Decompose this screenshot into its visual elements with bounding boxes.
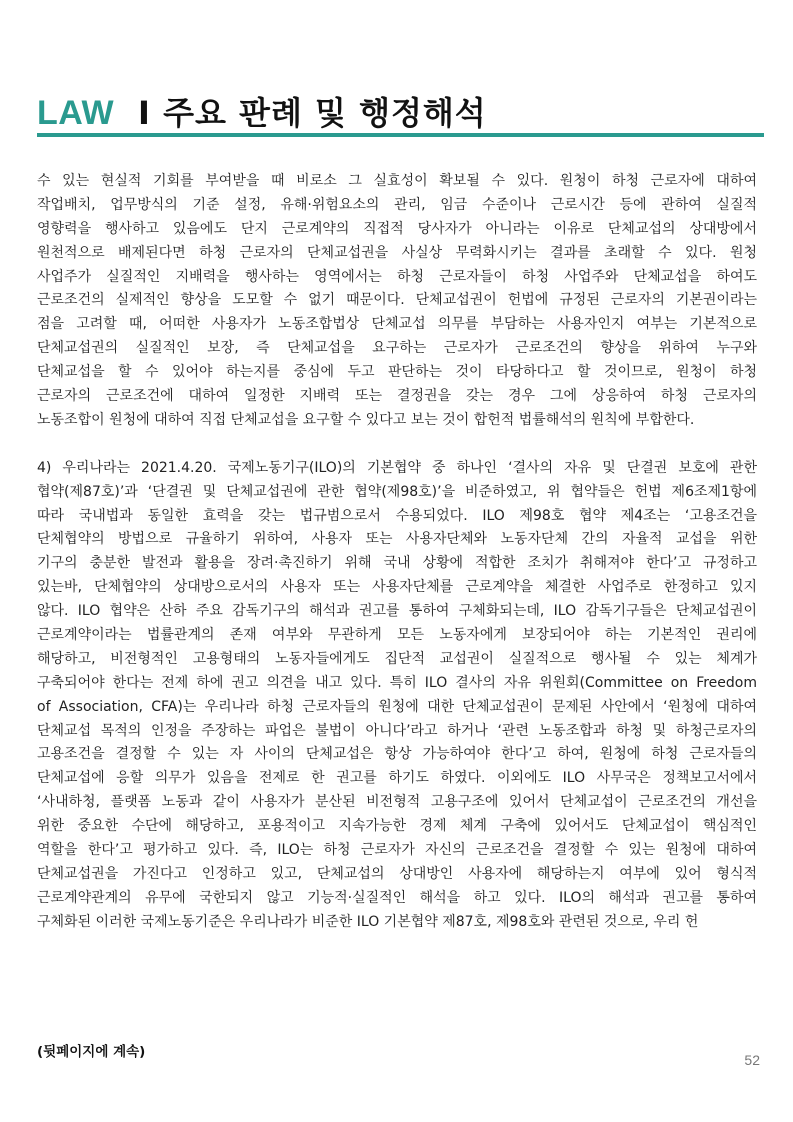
text-line: 단체교섭 목적의 인정을 주장하는 파업은 불법이 아니다’라고 하거나 ‘관련 노동조합과 하청 및 하청근로자의 bbox=[37, 722, 757, 739]
text-line: 기구의 충분한 발전과 활용을 장려·촉진하기 위해 국내 상황에 적합한 조치가 취해져야 한다’고 규정하고 bbox=[37, 555, 757, 572]
page-header bbox=[37, 88, 763, 134]
page-title: Ⅰ 주요 판례 및 행정해석 bbox=[138, 94, 487, 132]
paragraph bbox=[37, 170, 757, 433]
text-line: ‘사내하청, 플랫폼 노동과 같이 사용자가 분산된 비전형적 고용구조에 있어서 단체교섭이 근로조건의 개선을 bbox=[37, 794, 757, 811]
text-line: 단체교섭에 응할 의무가 있음을 전제로 한 권고를 하기도 하였다. 이외에도 ILO 사무국은 정책보고서에서 bbox=[37, 770, 757, 787]
text-line: 단체교섭권의 실질적인 보장, 즉 단체교섭을 요구하는 근로자가 근로조건의 향상을 위하여 누구와 bbox=[37, 340, 757, 357]
text-line: 원천적으로 배제된다면 하청 근로자의 단체교섭권을 사실상 무력화시키는 결과를 초래할 수 있다. 원청 bbox=[37, 244, 757, 261]
document-body bbox=[37, 170, 757, 935]
text-line: 역할을 한다’고 평가하고 있다. 즉, ILO는 하청 근로자가 자신의 근로조건을 결정할 수 있는 원청에 대하여 bbox=[37, 842, 757, 859]
text-line: 근로계약관계의 유무에 국한되지 않고 기능적·실질적인 해석을 하고 있다. ILO의 해석과 권고를 통하여 bbox=[37, 889, 757, 906]
text-line: 노동조합이 원청에 대하여 직접 단체교섭을 요구할 수 있다고 보는 것이 합헌적 법률해석의 원칙에 부합한다. bbox=[37, 411, 695, 428]
text-line: 따라 국내법과 동일한 효력을 갖는 법규범으로서 수용되었다. ILO 제98호 협약 제4조는 ‘고용조건을 bbox=[37, 507, 757, 524]
header-divider bbox=[37, 133, 764, 137]
paragraph-gap bbox=[37, 433, 757, 457]
text-line: 단체교섭을 할 수 있어야 하는지를 중심에 두고 판단하는 것이 타당하다고 할 것이므로, 원청이 하청 bbox=[37, 364, 757, 381]
text-line: 단체교섭권을 가진다고 인정하고 있고, 단체교섭의 상대방인 사용자에 해당하는지 여부에 있어 형식적 bbox=[37, 865, 757, 882]
text-line: 협약(제87호)’과 ‘단결권 및 단체교섭권에 관한 협약(제98호)’을 비준하였고, 위 협약들은 헌법 제6조제1항에 bbox=[37, 483, 757, 500]
text-line: 구축되어야 한다는 전제 하에 권고 의견을 내고 있다. 특히 ILO 결사의 자유 위원회(Committee on Freedom bbox=[37, 674, 757, 691]
page-number: 52 bbox=[744, 1052, 760, 1068]
text-line: 작업배치, 업무방식의 기준 설정, 유해·위험요소의 관리, 임금 수준이나 근로시간 등에 관하여 실질적 bbox=[37, 196, 757, 213]
paragraph bbox=[37, 457, 757, 935]
text-line: 수 있는 현실적 기회를 부여받을 때 비로소 그 실효성이 확보될 수 있다. 원청이 하청 근로자에 대하여 bbox=[37, 173, 757, 189]
text-line: 근로계약이라는 법률관계의 존재 여부와 무관하게 모든 노동자에게 보장되어야 하는 기본적인 권리에 bbox=[37, 627, 757, 644]
text-line: 4) 우리나라는 2021.4.20. 국제노동기구(ILO)의 기본협약 중 하나인 ‘결사의 자유 및 단결권 보호에 관한 bbox=[37, 459, 757, 476]
text-line: 사업주가 실질적인 지배력을 행사하는 영역에서는 하청 근로자들이 하청 사업주와 단체교섭을 하여도 bbox=[37, 268, 757, 285]
text-line: 위한 중요한 수단에 해당하고, 포용적이고 지속가능한 경제 체계 구축에 있어서도 단체교섭이 핵심적인 bbox=[37, 818, 757, 835]
text-line: 영향력을 행사하고 있음에도 단지 근로계약의 직접적 당사자가 아니라는 이유로 단체교섭의 상대방에서 bbox=[37, 220, 757, 237]
text-line: 근로조건의 실제적인 향상을 도모할 수 없기 때문이다. 단체교섭권이 헌법에 규정된 근로자의 기본권이라는 bbox=[37, 292, 757, 309]
text-line: of Association, CFA)는 우리나라 하청 근로자들의 원청에 대한 단체교섭권이 문제된 사안에서 ‘원청에 대하여 bbox=[37, 698, 757, 715]
continue-note: (뒷페이지에 계속) bbox=[37, 1044, 146, 1060]
text-line: 구체화된 이러한 국제노동기준은 우리나라가 비준한 ILO 기본협약 제87호, 제98호와 관련된 것으로, 우리 헌 bbox=[37, 913, 699, 930]
text-line: 근로자의 근로조건에 대하여 일정한 지배력 또는 결정권을 갖는 경우 그에 상응하여 하청 근로자의 bbox=[37, 388, 757, 405]
text-line: 단체협약의 방법으로 규율하기 위하여, 사용자 또는 사용자단체와 노동자단체 간의 자율적 교섭을 위한 bbox=[37, 531, 757, 548]
text-line: 있는바, 단체협약의 상대방으로서의 사용자 또는 사용자단체를 근로계약을 체결한 사업주로 한정하고 있지 bbox=[37, 579, 757, 596]
text-line: 않다. ILO 협약은 산하 주요 감독기구의 해석과 권고를 통하여 구체화되는데, ILO 감독기구들은 단체교섭권이 bbox=[37, 603, 757, 620]
text-line: 점을 고려할 때, 어떠한 사용자가 노동조합법상 단체교섭 의무를 부담하는 사용자인지 여부는 기본적으로 bbox=[37, 316, 757, 333]
text-line: 고용조건을 결정할 수 있는 자 사이의 단체교섭은 항상 가능하여야 한다’고 하여, 원청에 하청 근로자들의 bbox=[37, 746, 757, 763]
section-label: LAW bbox=[37, 94, 115, 132]
text-line: 해당하고, 비전형적인 고용형태의 노동자들에게도 집단적 교섭권이 실질적으로 행사될 수 있는 체계가 bbox=[37, 650, 757, 667]
